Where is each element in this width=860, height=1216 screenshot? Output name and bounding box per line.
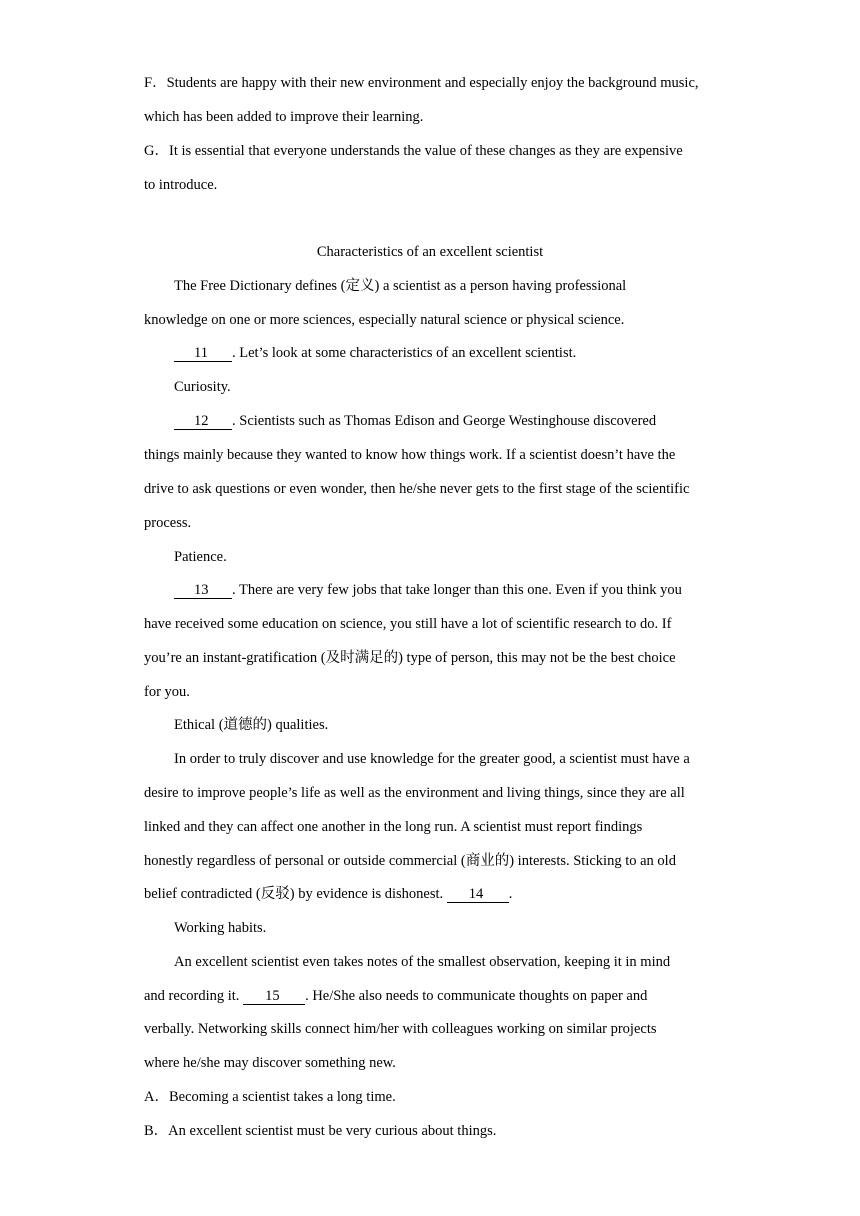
- ethical-line-5-end: .: [508, 886, 513, 902]
- option-g-line-1: [144, 142, 683, 160]
- curiosity-line-4: process.: [144, 515, 192, 531]
- option-g-line-2: to introduce.: [144, 177, 218, 193]
- passage-title: Characteristics of an excellent scientist: [316, 244, 544, 260]
- ethical-line-5: [144, 885, 512, 903]
- after-blank-11: . Let’s look at some characteristics of an excellent scientist.: [232, 345, 577, 361]
- working-line-4: where he/she may discover something new.: [144, 1055, 396, 1071]
- option-b: [144, 1122, 496, 1140]
- intro-line-2: knowledge on one or more sciences, especially natural science or physical science.: [144, 312, 625, 328]
- working-line-2-text: and recording it.: [144, 988, 244, 1004]
- ethical-line-5-text: belief contradicted (反驳) by evidence is dishonest.: [144, 886, 447, 902]
- blank-11-line: [174, 344, 576, 362]
- curiosity-line-3: drive to ask questions or even wonder, then he/she never gets to the first stage of the scientific: [144, 481, 690, 497]
- heading-curiosity: Curiosity.: [174, 379, 231, 395]
- working-line-3: verbally. Networking skills connect him/her with colleagues working on similar projects: [144, 1021, 657, 1037]
- option-f-label: F．: [144, 75, 167, 91]
- blank-12[interactable]: 12: [174, 414, 232, 430]
- option-f-text: Students are happy with their new environment and especially enjoy the background music,: [166, 75, 699, 91]
- intro-line-1: The Free Dictionary defines (定义) a scientist as a person having professional: [174, 278, 627, 294]
- option-g-label: G．: [144, 143, 169, 159]
- option-a: [144, 1088, 396, 1106]
- blank-13-line: [174, 581, 682, 599]
- blank-13[interactable]: 13: [174, 583, 232, 599]
- option-a-label: A．: [144, 1089, 169, 1105]
- option-b-label: B．: [144, 1123, 169, 1139]
- ethical-line-1: In order to truly discover and use knowledge for the greater good, a scientist must have a: [174, 751, 690, 767]
- patience-line-2: have received some education on science, you still have a lot of scientific research to do. If: [144, 616, 672, 632]
- working-line-2-end: . He/She also needs to communicate thoughts on paper and: [305, 988, 648, 1004]
- patience-line-3: you’re an instant-gratification (及时满足的) type of person, this may not be the best choice: [144, 650, 676, 666]
- heading-patience: Patience.: [174, 549, 227, 565]
- blank-14[interactable]: 14: [447, 887, 509, 903]
- after-blank-12: . Scientists such as Thomas Edison and George Westinghouse discovered: [232, 413, 657, 429]
- ethical-line-4: honestly regardless of personal or outside commercial (商业的) interests. Sticking to an old: [144, 853, 676, 869]
- option-a-text: Becoming a scientist takes a long time.: [168, 1089, 396, 1105]
- curiosity-line-2: things mainly because they wanted to know how things work. If a scientist doesn’t have the: [144, 447, 676, 463]
- ethical-line-3: linked and they can affect one another in the long run. A scientist must report findings: [144, 819, 643, 835]
- heading-working-habits: Working habits.: [174, 920, 267, 936]
- option-b-text: An excellent scientist must be very curious about things.: [168, 1123, 497, 1139]
- option-g-text: It is essential that everyone understands the value of these changes as they are expensive: [168, 143, 683, 159]
- blank-11[interactable]: 11: [174, 346, 232, 362]
- ethical-line-2: desire to improve people’s life as well as the environment and living things, since they are all: [144, 785, 685, 801]
- after-blank-13: . There are very few jobs that take longer than this one. Even if you think you: [232, 582, 682, 598]
- heading-ethical: Ethical (道德的) qualities.: [174, 717, 329, 733]
- option-f-line-2: which has been added to improve their learning.: [144, 109, 424, 125]
- patience-line-4: for you.: [144, 684, 190, 700]
- option-f-line-1: [144, 74, 699, 92]
- blank-15[interactable]: 15: [243, 989, 305, 1005]
- blank-12-line: [174, 412, 656, 430]
- working-line-2: [144, 987, 647, 1005]
- working-line-1: An excellent scientist even takes notes of the smallest observation, keeping it in mind: [174, 954, 671, 970]
